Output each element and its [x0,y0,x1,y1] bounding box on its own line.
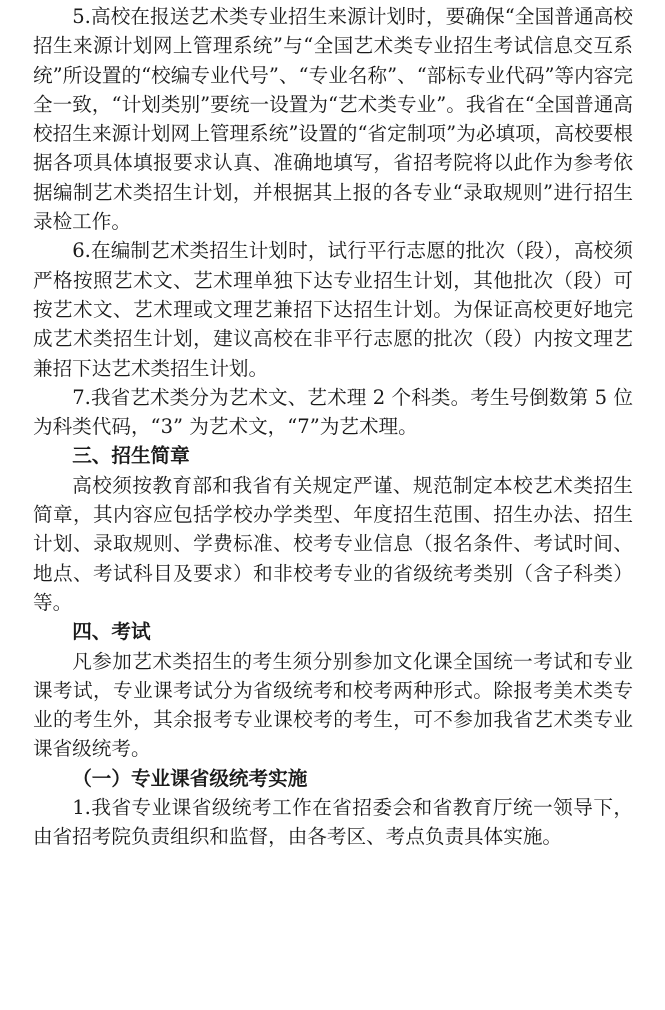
subsection-heading-provincial-exam: （一）专业课省级统考实施 [72,766,308,790]
paragraph-item-1: 1.我省专业课省级统考工作在省招委会和省教育厅统一领导下，由省招考院负责组织和监督，由各考区、考点负责具体实施。 [33,796,633,849]
section-heading-admissions-brochure: 三、招生简章 [72,444,190,468]
section-heading-examination: 四、考试 [72,620,151,644]
document-page [33,2,633,852]
paragraph-examination: 凡参加艺术类招生的考生须分别参加文化课全国统一考试和专业课考试，专业课考试分为省级统考和校考两种形式。除报考美术类专业的考生外，其余报考专业课校考的考生，可不参加我省艺术类专业课省级统考。 [33,649,633,761]
paragraph-item-6: 6.在编制艺术类招生计划时，试行平行志愿的批次（段），高校须严格按照艺术文、艺术理单独下达专业招生计划，其他批次（段）可按艺术文、艺术理或文理艺兼招下达招生计划。为保证高校更好地完成艺术类招生计划，建议高校在非平行志愿的批次（段）内按文理艺兼招下达艺术类招生计划。 [33,239,633,380]
paragraph-admissions-brochure: 高校须按教育部和我省有关规定严谨、规范制定本校艺术类招生简章，其内容应包括学校办学类型、年度招生范围、招生办法、招生计划、录取规则、学费标准、校考专业信息（报名条件、考试时间、地点、考试科目及要求）和非校考专业的省级统考类别（含子科类）等。 [33,473,633,614]
paragraph-item-5: 5.高校在报送艺术类专业招生来源计划时，要确保“全国普通高校招生来源计划网上管理系统”与“全国艺术类专业招生考试信息交互系统”所设置的“校编专业代号”、“专业名称”、“部标专业代码”等内容完全一致，“计划类别”要统一设置为“艺术类专业”。我省在“全国普通高校招生来源计划网上管理系统”设置的“省定制项”为必填项，高校要根据各项具体填报要求认真、准确地填写，省招考院将以此作为参考依据编制艺术类招生计划，并根据其上报的各专业“录取规则”进行招生录检工作。 [33,5,633,234]
paragraph-item-7: 7.我省艺术类分为艺术文、艺术理 2 个科类。考生号倒数第 5 位为科类代码，“3” 为艺术文，“7”为艺术理。 [33,385,633,439]
